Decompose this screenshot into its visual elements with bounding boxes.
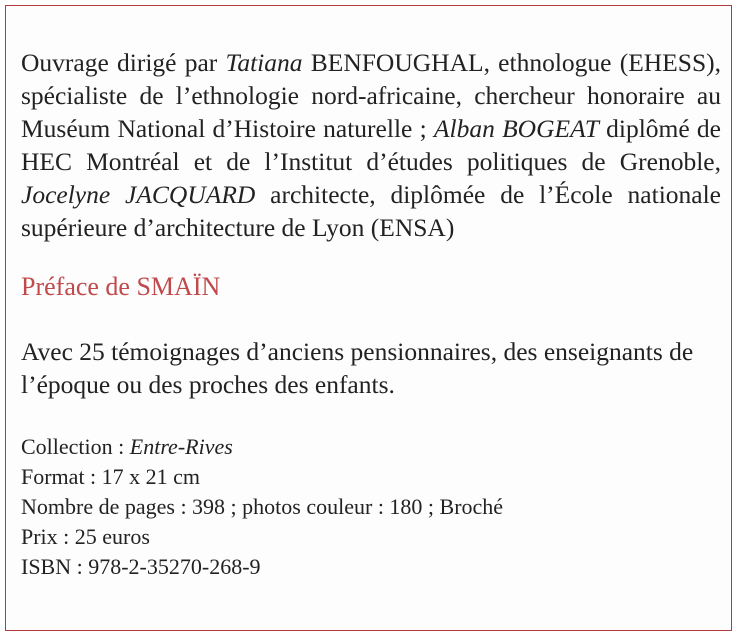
price-line: Prix : 25 euros: [21, 524, 150, 549]
collection-value: Entre-Rives: [129, 434, 233, 459]
pages-line: Nombre de pages : 398 ; photos couleur : 180 ; Broché: [21, 494, 504, 519]
preface-line: Préface de SMAÏN: [21, 272, 221, 301]
collection-line: [21, 432, 721, 462]
description-text: Ouvrage dirigé par: [21, 48, 226, 77]
editor-first-name: Tatiana: [225, 48, 303, 77]
editor-first-name: Alban: [433, 114, 495, 143]
book-details: [21, 432, 721, 582]
description-text: architecte, diplômée de l’École nationale supérieure d’architecture de Lyon (ENSA): [21, 180, 721, 242]
collection-label: Collection :: [21, 434, 130, 459]
editor-last-name: BENFOUGHAL: [310, 48, 484, 77]
book-info: [21, 46, 721, 582]
testimony-line: Avec 25 témoignages d’anciens pensionnaires, des enseignants de l’époque ou des proches des enfants.: [21, 337, 694, 399]
isbn-line: ISBN : 978-2-35270-268-9: [21, 554, 261, 579]
description-text: diplômé de HEC Montréal et de l’Institut d’études politiques de Grenoble,: [21, 114, 722, 176]
editors-description: [21, 46, 721, 244]
editor-last-name: JACQUARD: [125, 180, 256, 209]
editor-first-name: Jocelyne: [21, 180, 111, 209]
editor-last-name: BOGEAT: [502, 114, 599, 143]
description-text: , ethnologue (EHESS), spécialiste de l’ethnologie nord-africaine, chercheur honoraire au Muséum National d’Histoire naturelle ;: [21, 48, 721, 143]
format-line: Format : 17 x 21 cm: [21, 464, 201, 489]
